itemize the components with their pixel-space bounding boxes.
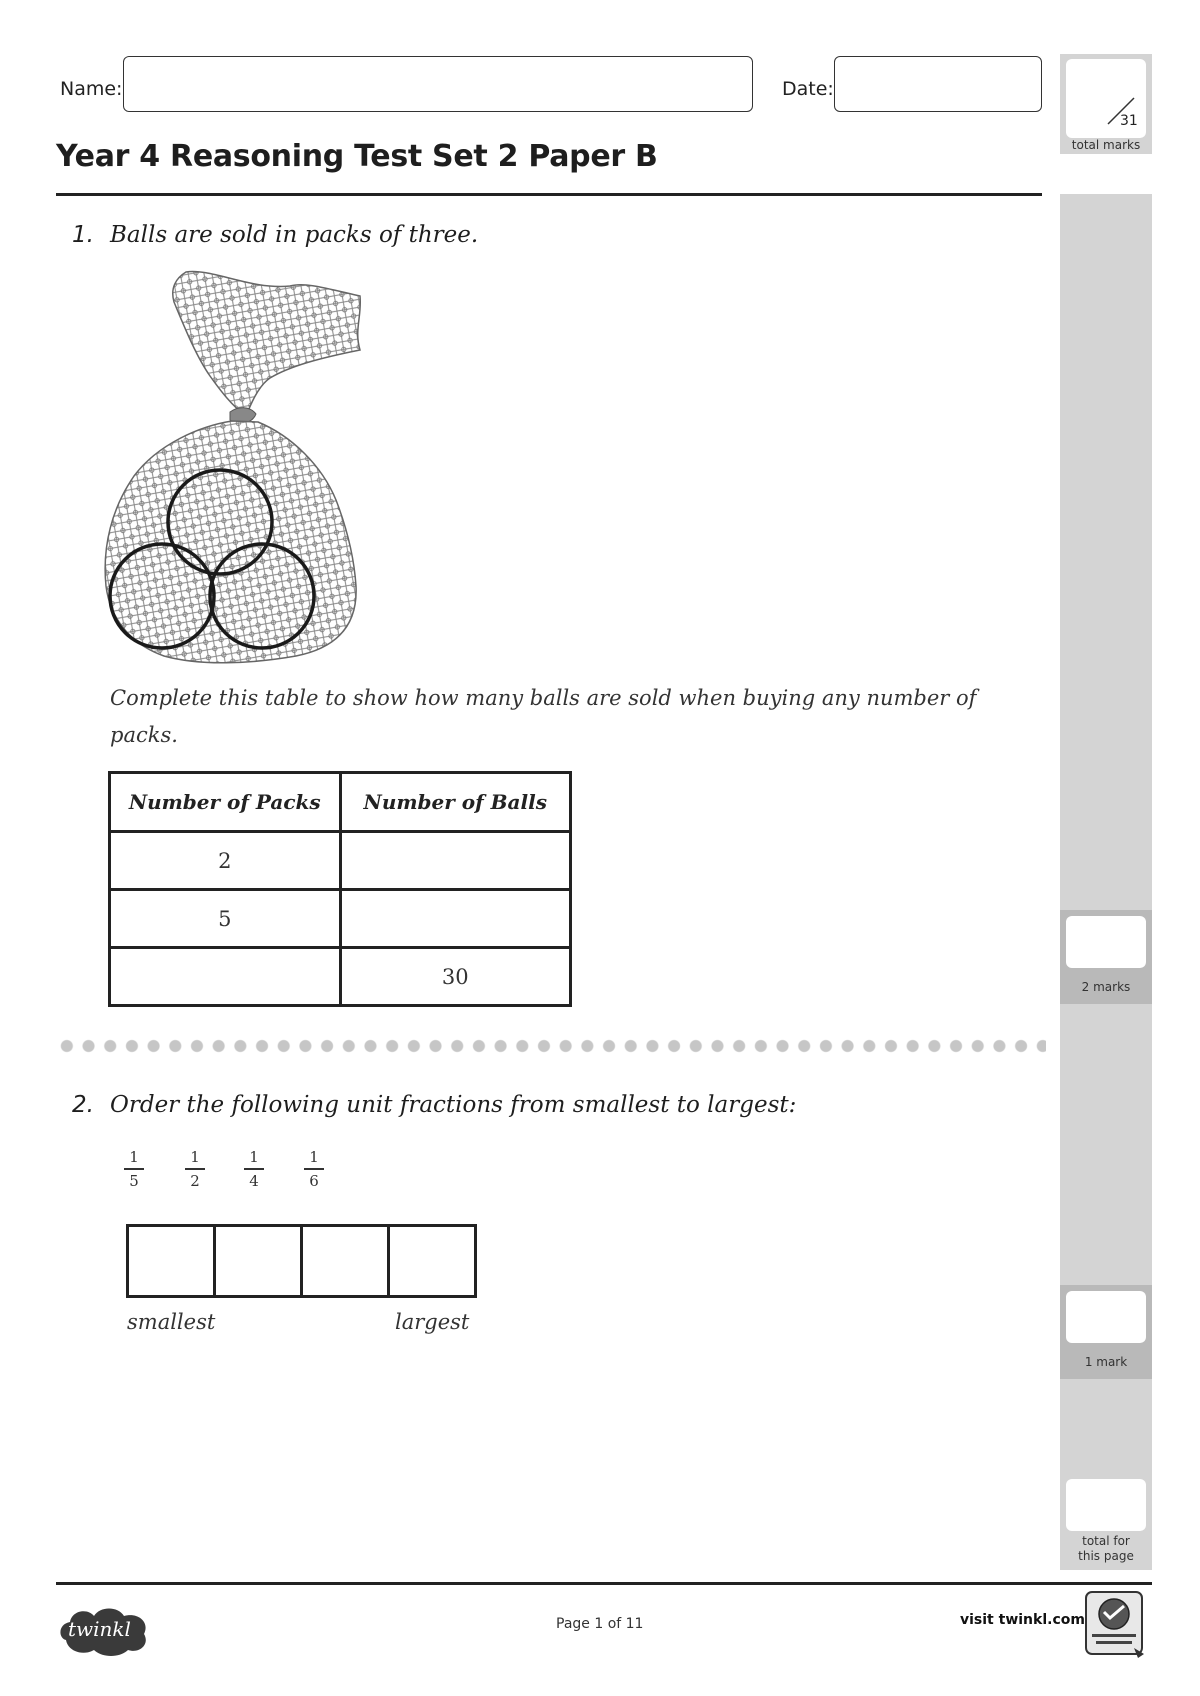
table-row: [110, 948, 571, 1006]
total-marks-caption: total marks: [1071, 138, 1141, 152]
name-field[interactable]: [123, 56, 753, 112]
question-1-instruction: Complete this table to show how many balls are sold when buying any number of packs.: [110, 686, 977, 747]
visit-link[interactable]: visit twinkl.com: [960, 1612, 1085, 1628]
table-row: [110, 890, 571, 948]
answer-box-1[interactable]: [126, 1224, 216, 1298]
fraction-one-sixth: 1 6: [300, 1148, 328, 1190]
q1-mark-panel: [1060, 910, 1152, 1004]
q2-mark-panel: [1060, 1285, 1152, 1379]
fraction-one-fifth: 1 5: [120, 1148, 148, 1190]
total-marks-box[interactable]: [1066, 59, 1146, 138]
answer-box-2[interactable]: [213, 1224, 303, 1298]
page-total-box[interactable]: [1066, 1479, 1146, 1531]
answer-cell-packs[interactable]: [110, 948, 341, 1006]
total-marks-value: 31: [1120, 113, 1138, 129]
ball-net-bag-icon: [100, 266, 365, 666]
mark-column: [1060, 194, 1152, 1570]
footer-divider: [56, 1582, 1152, 1585]
q1-marks-caption: 2 marks: [1081, 980, 1131, 994]
largest-label: largest: [395, 1310, 470, 1334]
question-1-number: 1.: [72, 222, 94, 248]
table-cell-balls: 30: [340, 948, 571, 1006]
quality-approved-badge-icon: [1082, 1588, 1148, 1660]
question-2-prompt: Order the following unit fractions from smallest to largest:: [110, 1092, 797, 1118]
fraction-one-half: 1 2: [181, 1148, 209, 1190]
date-label: Date:: [782, 78, 834, 100]
packs-table: [108, 771, 572, 1007]
question-separator: [56, 1038, 1046, 1054]
q2-marks-caption: 1 mark: [1084, 1355, 1128, 1369]
table-row: [110, 832, 571, 890]
answer-cell-balls[interactable]: [340, 832, 571, 890]
date-field[interactable]: [834, 56, 1042, 112]
question-1-prompt: Balls are sold in packs of three.: [110, 222, 479, 248]
page-title: Year 4 Reasoning Test Set 2 Paper B: [56, 139, 658, 174]
table-cell-packs: 2: [110, 832, 341, 890]
table-header-row: [110, 773, 571, 832]
answer-cell-balls[interactable]: [340, 890, 571, 948]
fraction-one-quarter: 1 4: [240, 1148, 268, 1190]
answer-box-4[interactable]: [387, 1224, 477, 1298]
smallest-label: smallest: [127, 1310, 216, 1334]
column-header-balls: Number of Balls: [340, 773, 571, 832]
title-divider: [56, 193, 1042, 196]
q2-mark-box[interactable]: [1066, 1291, 1146, 1343]
question-2-number: 2.: [72, 1092, 94, 1118]
total-marks-panel: [1060, 54, 1152, 154]
column-header-packs: Number of Packs: [110, 773, 341, 832]
q1-mark-box[interactable]: [1066, 916, 1146, 968]
page-number: Page 1 of 11: [556, 1616, 644, 1632]
table-cell-packs: 5: [110, 890, 341, 948]
twinkl-logo: [56, 1600, 152, 1658]
page-total-caption: total for this page: [1078, 1534, 1134, 1563]
answer-box-3[interactable]: [300, 1224, 390, 1298]
twinkl-logo-text: twinkl: [68, 1617, 131, 1641]
name-label: Name:: [60, 78, 123, 100]
